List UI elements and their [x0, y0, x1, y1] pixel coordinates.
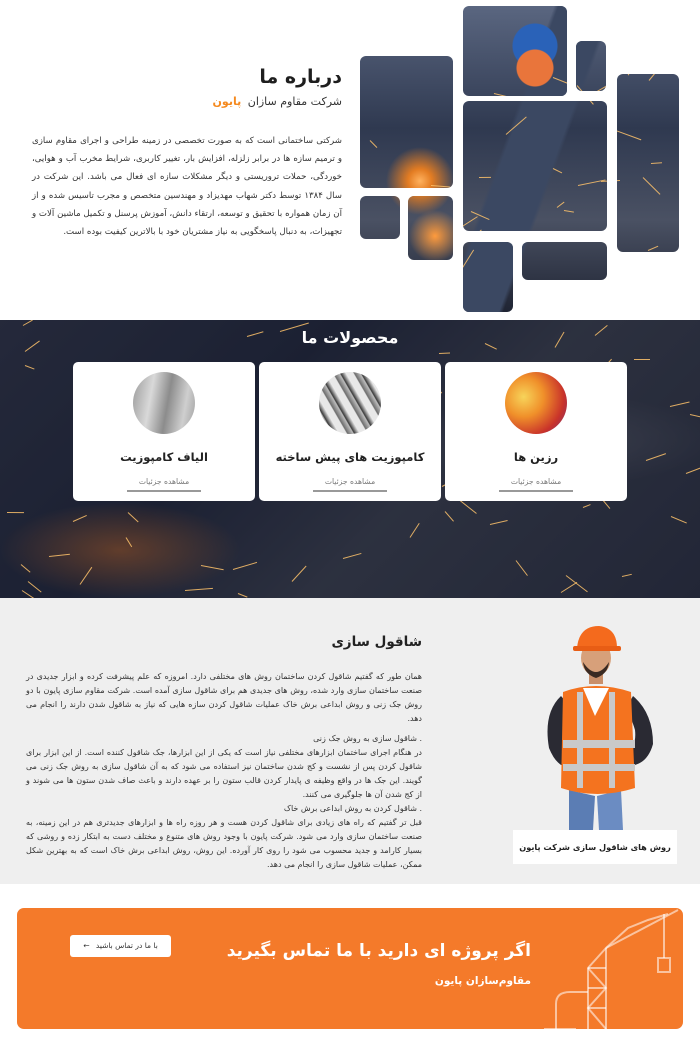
spark — [49, 554, 70, 557]
spark — [22, 590, 38, 598]
mosaic-tile — [463, 242, 513, 312]
spark — [20, 564, 30, 573]
shaghool-subheading: . شاقول کردن به روش ابداعی برش خاک — [283, 804, 422, 813]
spark — [564, 210, 574, 213]
spark — [232, 562, 256, 570]
spark — [469, 229, 482, 231]
spark — [490, 520, 508, 525]
product-image-resins — [505, 372, 567, 434]
spark — [463, 250, 474, 269]
spark — [370, 140, 378, 148]
spark — [80, 568, 92, 586]
product-card-prefab-composites[interactable] — [259, 362, 441, 501]
shaghool-image-card — [513, 618, 677, 864]
about-text-block — [32, 66, 342, 241]
mosaic-tile — [522, 242, 607, 280]
spark — [685, 467, 700, 474]
spark — [439, 352, 450, 354]
spark — [622, 574, 632, 577]
spark — [343, 553, 361, 559]
construction-worker-image — [513, 618, 677, 830]
mosaic-tile — [617, 74, 679, 252]
about-title: درباره ما — [259, 66, 342, 88]
spark — [566, 575, 588, 592]
about-subtitle-brand: پایون — [212, 95, 242, 108]
product-card-composite-fibers[interactable] — [73, 362, 255, 501]
about-section — [0, 0, 700, 320]
spark — [506, 116, 527, 135]
spark — [634, 359, 650, 360]
spark — [583, 504, 591, 508]
spark — [409, 523, 419, 537]
spark — [445, 511, 454, 521]
spark — [689, 414, 700, 417]
about-image-mosaic — [360, 6, 680, 312]
mosaic-tile — [360, 56, 453, 188]
about-subtitle-prefix: شرکت مقاوم سازان — [247, 95, 342, 108]
spark — [553, 168, 562, 173]
mosaic-tile — [408, 196, 453, 260]
spark — [185, 588, 213, 591]
mosaic-tile — [463, 101, 607, 231]
products-title: محصولات ما — [301, 328, 399, 347]
spark — [479, 177, 491, 178]
spark — [578, 180, 605, 186]
contact-cta-banner — [17, 908, 683, 1029]
mosaic-tile — [463, 6, 567, 96]
shaghool-section — [0, 598, 700, 884]
shaghool-paragraph: در هنگام اجرای ساختمان ابزارهای مختلفی نیاز است که یکی از این ابزارها، جک شاقول کننده است. از این ابزار برای شاقول کردن پس از نشست و کج شدن ساختمان نیز استفاده می شود که به آن شاقول سازی به روش جک زنی می گویند. این جک ها در واقع وظیفه ی پایدار کردن قالب ستون را بر عهده دارند و باعث صاف شدن ستون ها می شوند و از کج شدن آن ها جلوگیری می کنند. — [26, 748, 422, 799]
spark — [25, 365, 35, 369]
spark — [577, 101, 594, 105]
spark — [596, 82, 606, 91]
spark — [617, 180, 620, 182]
spark — [617, 74, 629, 75]
spark — [7, 512, 24, 513]
spark — [643, 177, 661, 194]
cta-title: اگر پروژه ای دارید با ما تماس بگیرید — [226, 941, 531, 961]
mosaic-tile — [576, 41, 606, 91]
spark — [646, 453, 666, 461]
product-name: الیاف کامپوزیت — [120, 450, 208, 464]
spark — [552, 77, 567, 85]
spark — [577, 85, 594, 91]
shaghool-paragraph: همان طور که گفتیم شاقول کردن ساختمان روش های مختلفی دارد. امروزه که علم پیشرفت کرده و ابزار جدیدی در صنعت ساختمان سازی وارد شده، روش های جدیدی هم برای شاقول سازی آمده است. شرکت مقاوم سازی پایون با دو روش جک زنی و روش ابداعی برش خاک عملیات شاقول کردن سازه هایی که نیاز به شاقول شدن دارند را انجام می دهد. — [26, 672, 422, 723]
spark — [651, 163, 662, 165]
spark — [431, 185, 450, 188]
cta-subtitle: مقاوم‌سازان پایون — [434, 975, 531, 987]
contact-cta-section — [0, 884, 700, 1046]
shaghool-text-block — [26, 634, 422, 872]
spark — [648, 246, 658, 251]
product-details-link[interactable]: مشاهده جزئیات — [499, 477, 573, 492]
spark — [463, 216, 478, 229]
shaghool-image-caption: روش های شاقول سازی شرکت پایون — [513, 830, 677, 864]
spark — [460, 500, 477, 514]
spark — [617, 129, 641, 140]
contact-us-button[interactable] — [70, 935, 171, 957]
product-cards — [73, 362, 627, 502]
spark — [125, 537, 131, 547]
product-image-prefab-composites — [319, 372, 381, 434]
spark — [23, 320, 33, 326]
spark — [494, 93, 520, 96]
spark — [516, 561, 528, 577]
arrow-left-icon: ← — [83, 941, 90, 950]
product-card-resins[interactable] — [445, 362, 627, 501]
spark — [560, 582, 576, 593]
product-image-composite-fibers — [133, 372, 195, 434]
spark — [291, 566, 306, 582]
spark — [671, 516, 687, 523]
product-details-link[interactable]: مشاهده جزئیات — [313, 477, 387, 492]
product-name: کامپوزیت های پیش ساخته — [275, 450, 425, 464]
shaghool-subheading: . شاقول سازی به روش جک زنی — [313, 734, 422, 743]
spark — [128, 512, 139, 522]
spark — [648, 74, 663, 81]
contact-us-button-label: با ما در تماس باشید — [95, 941, 158, 950]
shaghool-title: شاقول سازی — [331, 634, 422, 650]
spark — [238, 593, 247, 597]
products-section — [0, 320, 700, 598]
spark — [27, 582, 41, 593]
about-description: شرکتی ساختمانی است که به صورت تخصصی در زمینه طراحی و اجرای مقاوم سازی و ترمیم سازه ها در برابر زلزله، افزایش بار، تغییر کاربری، شرایط مخرب آب و هوایی، خوردگی، حملات تروریستی و دیگر مشکلات سازه ای فعال می باشد. این شرکت در سال ۱۳۸۴ توسط دکتر شهاب مهدیزاد و مهندسین متخصص و مجرب تاسیس شده و از آن زمان همواره با تحقیق و توسعه، ارتقاء دانش، آموزش پرسنل و تکمیل ماشین آلات و تجهیزات، به دنبال پاسخگویی به نیاز مشتریان خود با بالاترین کیفیت بوده است. — [32, 136, 342, 238]
about-subtitle — [32, 95, 342, 108]
shaghool-paragraph: قبل تر گفتیم که راه های زیادی برای شاقول کردن هست و هر روزه راه ها و ابزارهای جدیدتری هم در این زمینه، به صنعت ساختمان سازی وارد می شود. شرکت پایون با وجود روش های متنوع و مختلف دست به ابتکار زده و روشی که بسیار کارامد و جدید محسوب می شود را روی کار آورده. این روش، روش ابداعی برش خاک است که به بهترین شکل ممکن، عملیات شاقول سازی را انجام می دهد. — [26, 818, 422, 869]
spark — [670, 402, 689, 407]
mosaic-tile — [360, 196, 400, 239]
crane-icon — [536, 908, 683, 1029]
product-details-link[interactable]: مشاهده جزئیات — [127, 477, 201, 492]
spark — [72, 515, 86, 522]
spark — [201, 565, 223, 570]
spark — [557, 202, 565, 208]
product-name: رزین ها — [513, 450, 559, 464]
